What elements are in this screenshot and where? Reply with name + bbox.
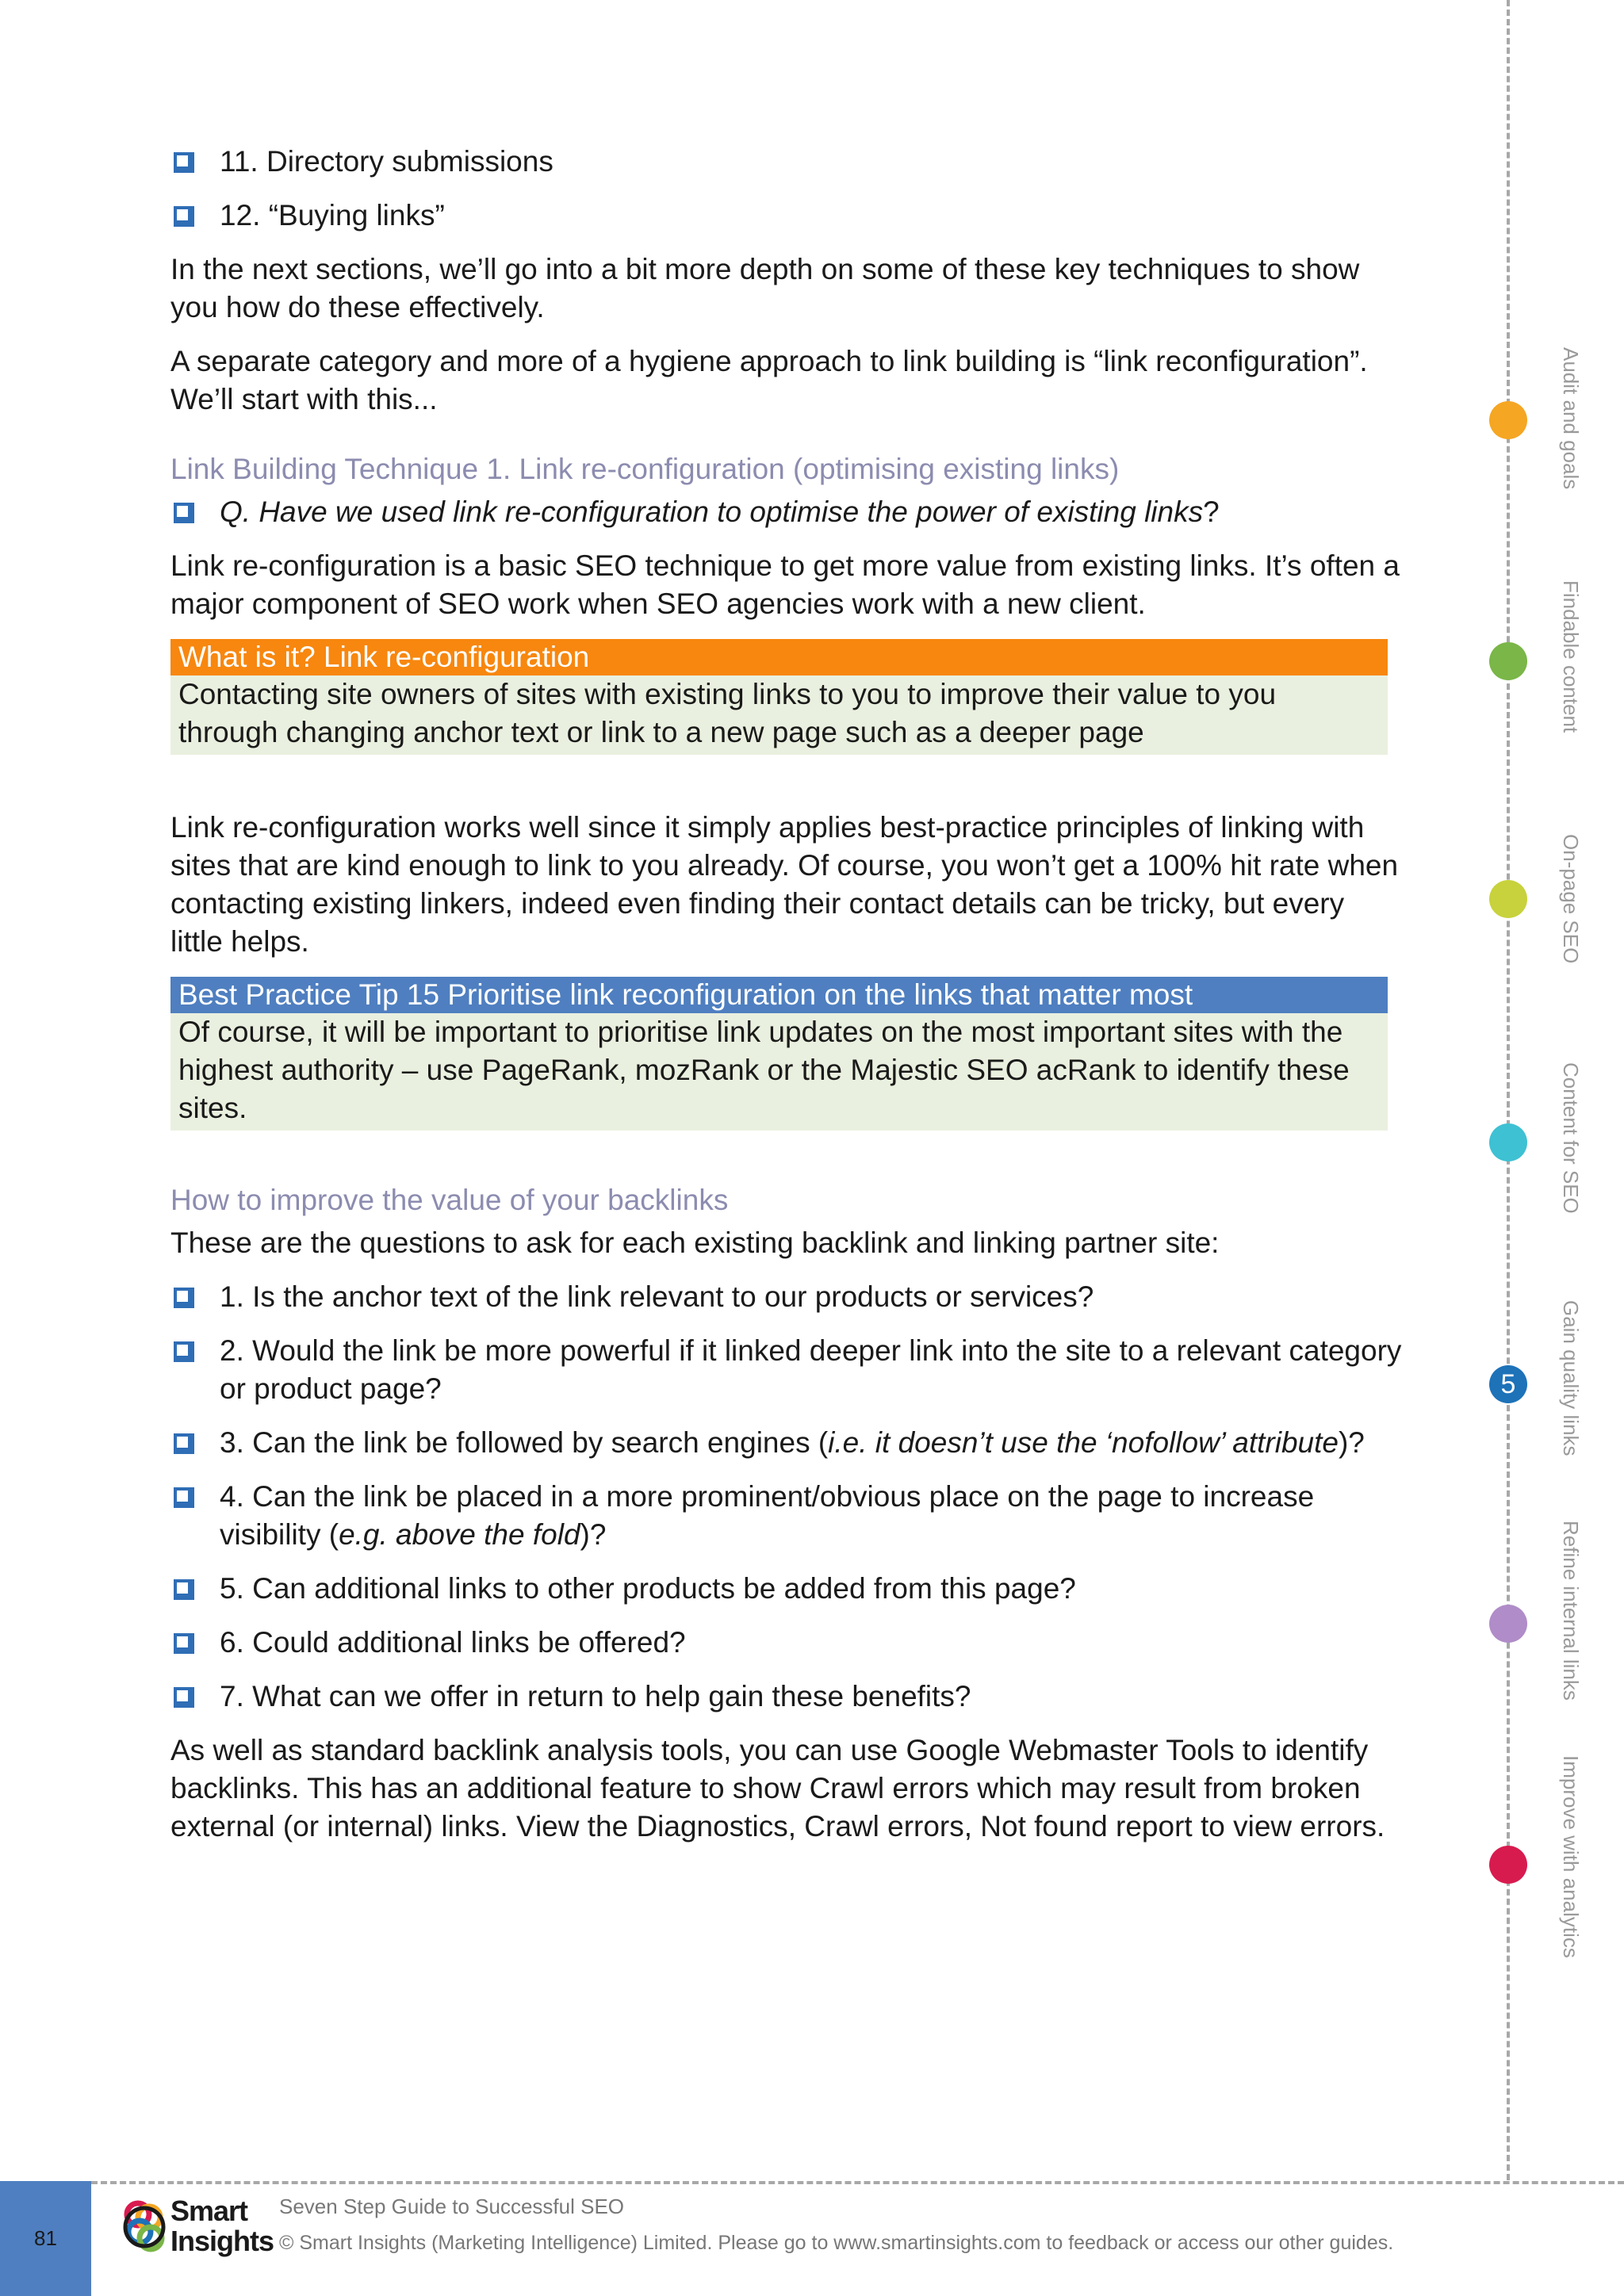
list-item: 4. Can the link be placed in a more prominent/obvious place on the page to increase visibility (e.g. above the fold)? — [170, 1478, 1404, 1554]
footer-divider — [91, 2181, 1624, 2184]
checkbox-icon — [174, 1633, 191, 1651]
step-label-links[interactable]: Gain quality links — [1559, 1300, 1583, 1456]
list-item: 6. Could additional links be offered? — [170, 1624, 1404, 1662]
step-dot-onpage[interactable] — [1489, 880, 1527, 918]
step-dot-links[interactable]: 5 — [1489, 1365, 1527, 1403]
step-dot-content[interactable] — [1489, 1123, 1527, 1161]
step-dot-internal[interactable] — [1489, 1605, 1527, 1643]
list-item: 11. Directory submissions — [170, 143, 1404, 181]
footer-title: Seven Step Guide to Successful SEO — [279, 2195, 625, 2218]
logo-wordmark: Smart Insights — [170, 2195, 274, 2257]
step-dot-findable[interactable] — [1489, 642, 1527, 680]
section-heading: How to improve the value of your backlinks — [170, 1184, 729, 1216]
checkbox-icon — [174, 1288, 191, 1305]
page-number: 81 — [0, 2181, 91, 2296]
paragraph: Link re-configuration is a basic SEO technique to get more value from existing links. It’s often a major component of SEO work when SEO agencies work with a new client. — [170, 549, 1400, 620]
question-item: Q. Have we used link re-configuration to optimise the power of existing links? — [170, 493, 1404, 531]
definition-box — [170, 639, 1388, 755]
step-dot-audit[interactable] — [1489, 401, 1527, 439]
paragraph: A separate category and more of a hygiene approach to link building is “link reconfiguration”. We’ll start with this... — [170, 345, 1368, 415]
step-label-internal[interactable]: Refine internal links — [1559, 1521, 1583, 1701]
list-item: 5. Can additional links to other products be added from this page? — [170, 1570, 1404, 1608]
list-item: 1. Is the anchor text of the link relevant to our products or services? — [170, 1278, 1404, 1316]
list-item: 12. “Buying links” — [170, 197, 1404, 235]
step-label-audit[interactable]: Audit and goals — [1559, 347, 1583, 490]
list-item: 2. Would the link be more powerful if it linked deeper link into the site to a relevant category or product page? — [170, 1332, 1404, 1408]
paragraph: These are the questions to ask for each existing backlink and linking partner site: — [170, 1226, 1220, 1259]
checkbox-icon — [174, 1433, 191, 1451]
paragraph: In the next sections, we’ll go into a bit more depth on some of these key techniques to show you how do these effectively. — [170, 253, 1360, 323]
list-item: 7. What can we offer in return to help gain these benefits? — [170, 1678, 1404, 1716]
tip-box-title: Best Practice Tip 15 Prioritise link reconfiguration on the links that matter most — [170, 977, 1388, 1013]
checkbox-icon — [174, 503, 191, 520]
tip-box-body: Of course, it will be important to prioritise link updates on the most important sites with the highest authority – use PageRank, mozRank or the Majestic SEO acRank to identify these sites. — [170, 1013, 1388, 1131]
definition-box-title: What is it? Link re-configuration — [170, 639, 1388, 675]
page-content — [170, 143, 1404, 1862]
step-label-analytics[interactable]: Improve with analytics — [1559, 1755, 1583, 1958]
paragraph: As well as standard backlink analysis tools, you can use Google Webmaster Tools to identify backlinks. This has an additional feature to show Crawl errors which may result from broken external (or internal) links. View the Diagnostics, Crawl errors, Not found report to view errors. — [170, 1734, 1385, 1843]
checkbox-icon — [174, 1579, 191, 1597]
paragraph: Link re-configuration works well since it simply applies best-practice principles of linking with sites that are kind enough to link to you already. Of course, you won’t get a 100% hit rate when contacting existing linkers, indeed even finding their contact details can be tricky, but every little helps. — [170, 811, 1399, 958]
checkbox-icon — [174, 1687, 191, 1705]
step-dot-analytics[interactable] — [1489, 1846, 1527, 1884]
step-label-onpage[interactable]: On-page SEO — [1559, 834, 1583, 964]
checkbox-icon — [174, 1487, 191, 1505]
footer-copyright[interactable]: © Smart Insights (Marketing Intelligence) Limited. Please go to www.smartinsights.com to feedback or access our other guides. — [279, 2232, 1394, 2254]
step-label-content[interactable]: Content for SEO — [1559, 1062, 1583, 1214]
tip-box — [170, 977, 1388, 1131]
definition-box-body: Contacting site owners of sites with existing links to you to improve their value to you through changing anchor text or link to a new page such as a deeper page — [170, 675, 1388, 755]
checkbox-icon — [174, 1341, 191, 1359]
checkbox-icon — [174, 152, 191, 170]
step-label-findable[interactable]: Findable content — [1559, 580, 1583, 733]
checkbox-icon — [174, 206, 191, 224]
section-heading: Link Building Technique 1. Link re-configuration (optimising existing links) — [170, 453, 1120, 485]
list-item: 3. Can the link be followed by search engines (i.e. it doesn’t use the ‘nofollow’ attribute)? — [170, 1424, 1404, 1462]
